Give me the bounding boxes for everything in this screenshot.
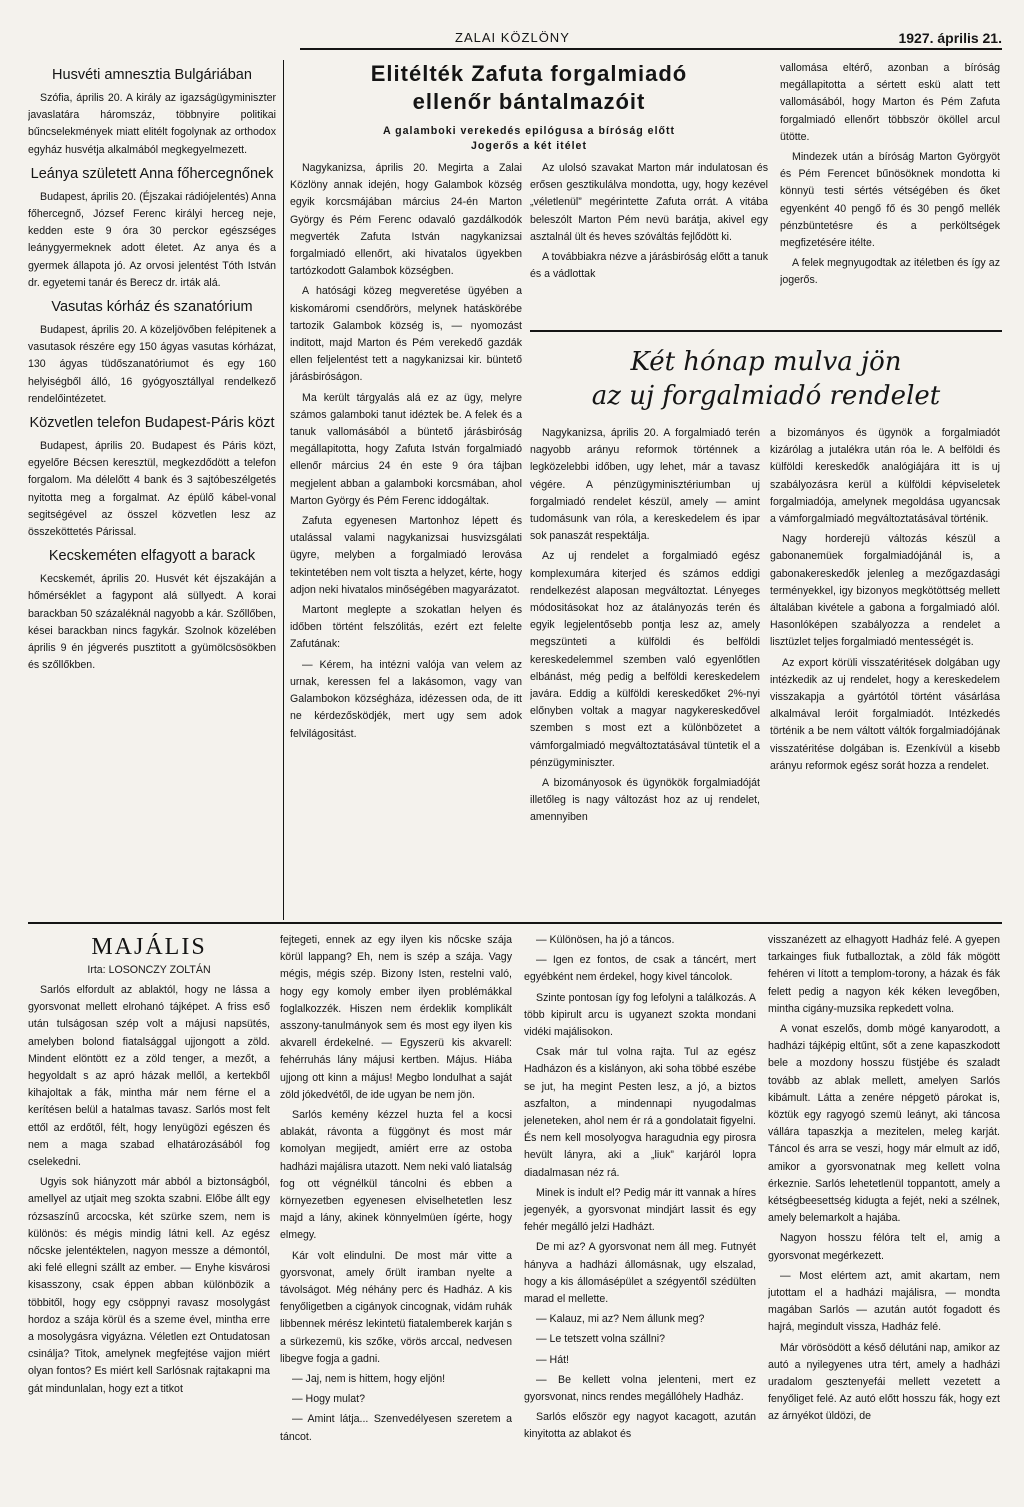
majalis-byline: Irta: LOSONCZY ZOLTÁN <box>87 964 211 976</box>
story-paragraph: — Igen ez fontos, de csak a táncért, mert egyébként nem érdekel, hogy kivel táncolok. <box>524 954 756 984</box>
zafuta-paragraph: Az ulolsó szavakat Marton már indulatosan és erősen gesztikulálva mondotta, ugy, hogy kezével „véletlenül” megérintette Zafuta orrát. A vitába beleszólt Marton Pém nevü barátja, akivel egy asztalnál ült és heves szóváltás fejlődött ki. <box>530 162 768 243</box>
column-divider <box>283 60 284 920</box>
story-paragraph: — Most elértem azt, amit akartam, nem jutottam el a hadházi majálisra, — mondta magában Sarlós — azután autót fogadott és hajrá, megindult vissza, Hadház felé. <box>768 1269 1000 1334</box>
story-paragraph: — Kalauz, mi az? Nem állunk meg? <box>536 1313 705 1326</box>
headline-hospital: Vasutas kórház és szanatórium <box>51 299 253 316</box>
zafuta-paragraph: — Kérem, ha intézni valója van velem az urnak, keressen fel a lakásomon, vagy van Galambokon községháza, idézessen oda, de itt ne kérdezősködjék, mert ugy sem adok felvilágositást. <box>290 658 522 740</box>
story-paragraph: Kár volt elindulni. De most már vitte a gyorsvonat, amely őrült iramban nyelte a távolságot. Még néhány perc és Hadház. A kis fenyőligetben a cigányok cincognak, vidám ruhák libbennek mérész lekintetü fiatalemberek karján s a sürkezemü, kis szőke, vörös arccal, nedvesen libegve fogja a gadni. <box>280 1249 512 1365</box>
headline-amnesty: Husvéti amnesztia Bulgáriában <box>52 67 252 83</box>
zafuta-headline-block <box>290 60 768 160</box>
masthead-rule <box>300 48 1002 50</box>
section-divider <box>530 330 1002 332</box>
zafuta-paragraph: Martont meglepte a szokatlan helyen és időben történt felszólitás, ezért ezt felelte Zafutának: <box>290 604 522 651</box>
story-paragraph: — Be kellett volna jelenteni, mert ez gyorsvonat, nincs rendes megállóhely Hadház. <box>524 1373 756 1404</box>
zafuta-paragraph: Mindezek után a bíróság Marton Györgyöt és Pém Ferencet bűnösöknek mondotta ki könnyü testi sértés vétségében és őket egyenként 40 pengő fő és 30 pengő mellék pénzbüntetésre és a perköltségek megfizetésére itélte. <box>780 151 1000 250</box>
story-paragraph: — Hogy mulat? <box>292 1393 366 1406</box>
story-paragraph: Csak már tul volna rajta. Tul az egész Hadházon és a kislányon, aki soha többé eszébe se jut, ha megint Pesten lesz, a jó, a biztos aszfalton, a mindennapi nyugodalmas jeleneteken, ahol nem ér rá a gondolatait figyelni. És nem kell mosolyogva haragudnia egy pirosra hevült lányra, aki a „liuk” karjáról lopra diadalmasan néz rá. <box>524 1046 756 1179</box>
rendelet-paragraph: Nagykanizsa, április 20. A forgalmiadó terén nagyobb arányu reformok történnek a legközelebbi időben, ugy lehet, már a tavasz végére. A pénzügyminisztériumban uj forgalmiadó rendelet készül, amely — amint tudomásunk van róla, a kereskedelem és ipar sok panaszát respektálja. <box>530 427 760 543</box>
story-paragraph: Nagyon hosszu félóra telt el, amig a gyorsvonat megérkezett. <box>768 1232 1000 1262</box>
article-hospital: Budapest, április 20. A közeljövőben felépitenek a vasutasok részére egy 150 ágyas vasutas kórházat, 130 ágyas tüdőszanatóriumot és egy 160 helyiségből álló, 16 gyógyosztállyal rendelkező rendelőintézetet. <box>28 324 276 405</box>
story-paragraph: A vonat eszelős, domb mögé kanyarodott, a hadházi tájképig eltűnt, sőt a zene kapaszkodott bele a mozdony hosszu füstjébe és szaladt tovább az ablak mellett, amelyen Sarlós kibámult. Látta a zenére népgetö párokat is, köztük egy ragyogó szemü leányt, aki táncosa vállára tapaszkja a mezitelen, meleg karját. Táncol és arra se veszi, hogy már elmult az idő, amikor a gyorsvonatnak meg kellett volna érkeznie. Sarlós lehetetlenül toppantott, amely a kétségbeesettség kidugta a fejét, neki a szélnek, amely belemarkolt a hajába. <box>768 1023 1000 1225</box>
zafuta-column-1 <box>290 160 522 920</box>
feuilleton-rule <box>28 922 1002 924</box>
majalis-column-1 <box>28 932 270 1497</box>
majalis-column-2 <box>280 932 512 1497</box>
rendelet-paragraph: Az uj rendelet a forgalmiadó egész komplexumára kiterjed és számos eddigi rendelkezést alaposan megváltoztat. Lényeges módositásokat hoz az átalányozás terén és egyik legjelentősebb pontja lesz az, amely megszünteti a külföldi és belföldi kereskedelemmel szemben való egyenlőtlen elbánást, még pedig a belföldi kereskedelem javára. Eddig a külföldi kereskedőket 2%-nyi előnyben voltak a magyar nagykereskedővel szemben s most ezt a különbözetet a vámforgalmiadó megváltoztatásával tüntetik el a pénzügyminiszter. <box>530 550 760 769</box>
issue-date: 1927. április 21. <box>898 30 1002 46</box>
majalis-title: MAJÁLIS <box>91 934 207 960</box>
story-paragraph: — Le tetszett volna szállni? <box>536 1333 665 1346</box>
zafuta-subtitle-2: Jogerős a két itélet <box>471 140 587 152</box>
zafuta-paragraph: vallomása eltérő, azonban a bíróság megállapitotta a sértett eskü alatt tett vallomásából, hogy Marton és Pém Zafuta forgalmiadó ellenőrt többször ököllel arcul ütötte. <box>780 62 1000 143</box>
rendelet-paragraph: Az export körüli visszatéritések dolgában ugy intézkedik az uj rendelet, hogy a kereskedelem visszakapja a gyártótól történt vásárlása alkalmával leróit forgalmiadót. Intézkedés történik a be nem váltott váltók forgalmiadójának visszatéritése dolgában is. Ezenkívül a kisebb arányu reformok egész sorát hozza a rendelet. <box>770 656 1000 772</box>
story-paragraph: — Különösen, ha jó a táncos. <box>536 934 675 946</box>
masthead <box>0 30 1024 52</box>
article-anna: Budapest, április 20. (Éjszakai rádiójelentés) Anna főhercegnő, József Ferenc királyi herceg neje, kedden este 9 óra 30 perckor egészséges leánygyermeknek adott életet. Az anya és a gyermek állapota jó. Az orvosi jelentést Tóth István dr. egyetemi tanár és Berecz dr. irták alá. <box>28 190 276 289</box>
zafuta-paragraph: Nagykanizsa, április 20. Megirta a Zalai Közlöny annak idején, hogy Galambok község egyik korcsmájában március 24-én Marton György és Pém Ferenc odavaló gazdálkodók megverték Zafuta István nagykanizsai forgalmiadó ellenőrt, aki hivatalos ügyekben tartózkodott Galambok községben. <box>290 162 522 278</box>
story-paragraph: Ugyis sok hiányzott már abból a biztonságból, amellyel az utjait meg szokta szabni. Előbe állt egy rózsaszínű arcocska, két szürke szem, nem is különös: és mégis mindig látni kell. Az egész nőcske jelentéktelen, nagyon messze a démontól, aki felé ellegni szállt az ember. — Enyhe kisvárosi kisasszony, csak éppen abban különbözik a többitől, hogy egy csöppnyi ravasz mosolygást hordoz a szája körül és a szeme ével, mintha erre a mosolygásra vigyázna. Véletlen ezt Ontudatosan csinálja? Titok, amelynek megfejtése vajjon miért olyan fontos? Es miért kell Sarlósnak rajtakapni ma gát mindunlalan, hogy ezt a titkot <box>28 1176 270 1395</box>
newspaper-name: ZALAI KÖZLÖNY <box>455 30 570 45</box>
zafuta-paragraph: Zafuta egyenesen Martonhoz lépett és utalással valami nagykanizsai husvizsgálati ügyre, melyben a forgalmiadó lerovása tekintetében nem volt tiszta a helyzet, kérte, hogy adjon neki hivatalos minőségében magyarázatot. <box>290 515 522 596</box>
headline-anna: Leánya született Anna főhercegnőnek <box>30 165 274 182</box>
zafuta-subtitle: A galamboki verekedés epilógusa a bíróság előtt <box>382 125 676 137</box>
story-paragraph: — Jaj, nem is hittem, hogy eljön! <box>292 1373 446 1386</box>
headline-telephone: Közvetlen telefon Budapest-Páris közt <box>29 415 275 432</box>
rendelet-paragraph: Nagy horderejü változás készül a gabonanemüek forgalmiadójánál is, a gabonakereskedők jelenleg a mezőgazdasági terményekkel, igy bizonyos megkötöttség mellett általában kivétele a gabona a forgalmiadó alól. Hasonlóképen szabályozza a rendelet a lisztüzlet teljes forgalmiadó mentességét is. <box>770 533 1000 649</box>
headline-apricot: Kecskeméten elfagyott a barack <box>48 548 256 565</box>
rendelet-column-1 <box>530 425 760 920</box>
story-paragraph: Sarlós kemény kézzel huzta fel a kocsi ablakát, rávonta a függönyt és most már komolyan megijedt, amiért erre az ostoba hadházi majálisra utazott. Nem neki való liatalság fog ott végnélkül táncolni és ebben a környezetben egyenesen elviselhetetlen lesz majd a lány, akinek könnyelmüen ígérte, hogy elmegy. <box>280 1109 512 1242</box>
zafuta-paragraph: A hatósági közeg megveretése ügyében a kiskomáromi csendőrörs, melynek hatáskörébe tartozik Galambok község is, — nyomozást inditott, majd Marton és Pém verekedő gazdák ellen feljelentést tett a nagykanizsai kir. büntető járásbiróságon. <box>290 285 522 384</box>
zafuta-paragraph: A továbbiakra nézve a járásbiróság előtt a tanuk és a vádlottak <box>530 251 768 281</box>
zafuta-column-2 <box>530 160 768 310</box>
rendelet-paragraph: A bizományosok és ügynökök forgalmiadóját illetőleg is nagy változást hoz az uj rendelet, amennyiben <box>530 777 760 824</box>
story-paragraph: Sarlós először egy nagyot kacagott, azután kinyitotta az ablakot és <box>524 1411 756 1441</box>
article-telephone: Budapest, április 20. Budapest és Páris közt, egyelőre Bécsen keresztül, megkezdődött a telefon forgalom. Ma délelőtt 4 bank és 3 sajtóbeszélgetés nyitotta meg a forgalmat. Az épülő kábel-vonal segitségével az összel közvetlen lesz az összeköttetés Párissal. <box>28 440 276 539</box>
story-paragraph: — Hát! <box>536 1353 569 1366</box>
story-paragraph: Szinte pontosan így fog lefolyni a találkozás. A több kipirult arcu is ugyanezt szokta mondani vidéki majálisokon. <box>524 991 756 1039</box>
zafuta-paragraph: A felek megnyugodtak az itéletben és így az jogerős. <box>780 257 1000 287</box>
rendelet-title-line1: Két hónap mulva jön <box>630 347 902 377</box>
zafuta-continuation <box>780 60 1000 322</box>
zafuta-title-line2: ellenőr bántalmazóit <box>412 89 646 114</box>
story-paragraph: fejtegeti, ennek az egy ilyen kis nőcske szája körül lappang? Eh, nem is szép a szája. Vagy mégis, mégis szép. Bizony Isten, restelni való, hogy egy komoly ember ilyen problémákkal foglalkozzék. Hiszen nem érdeklik komplikált asszony-tanulmányok sem és most egy ilyen kis akvarell érdekelné. — Egyszerü kis akvarell: fehérruhás lány májusi kertben. Május. Hiába ujjong ott kinn a május! Megbo londulhat a saját zöld jókedvétől, de ide ugyan be nem jön. <box>280 934 512 1101</box>
rendelet-title-line2: az uj forgalmiadó rendelet <box>591 381 941 411</box>
majalis-column-3 <box>524 932 756 1497</box>
rendelet-headline-block <box>530 345 1002 421</box>
zafuta-paragraph: Ma került tárgyalás alá ez az ügy, melyre számos galamboki tanut idéztek be. A felek és a tanuk vallomásából a büntető járásbiróság megállapitotta, hogy Zafuta István forgalmiadó ellenőr március 24 én este 9 óra tájban megjelent abban a galamboki korcsmában, ahol Marton György és Pém Ferenc iddogáltak. <box>290 391 522 507</box>
rendelet-paragraph: a bizományos és ügynök a forgalmiadót kizárólag a jutalékra után róa le. A belföldi és külföldi kereskedők analógiájára itt is uj szabályozásra kerül a külföldi képviseletek forgalmiadója, amelynek megoldása ugyancsak a vámforgalmiadó megváltoztatásával történik. <box>770 427 1000 526</box>
rendelet-column-2 <box>770 425 1000 920</box>
majalis-column-4 <box>768 932 1000 1497</box>
story-paragraph: De mi az? A gyorsvonat nem áll meg. Futnyét hányva a hadházi állomásnak, ugy elszalad, hogy a kis állomásépület a szégyentől szédülten marad el mellette. <box>524 1241 756 1306</box>
zafuta-title-line1: Elitélték Zafuta forgalmiadó <box>370 61 688 86</box>
news-column <box>28 60 276 920</box>
article-apricot: Kecskemét, április 20. Husvét két éjszakáján a hőmérséklet a fagypont alá süllyedt. A korai barackban 50 százaléknál nagyobb a kár. Szőllőben, kései barackban nincs fagykár. Szolnok közelében április 9 én jégverés pusztitott a gyümölcsösökben és szőllőkben. <box>28 573 276 672</box>
story-paragraph: Minek is indult el? Pedig már itt vannak a híres jegenyék, a gyorsvonat mindjárt lassit és egy fehér megálló jelzi Hadházt. <box>524 1186 756 1234</box>
article-amnesty: Szófia, április 20. A király az igazságügyminiszter javaslatára háromszáz, többnyire politikai bűncselekmények miatt elitélt fogolynak az orthodox egyház husvétja alkalmából megkegyelmezett. <box>28 92 276 156</box>
story-paragraph: Sarlós elfordult az ablaktól, hogy ne lássa a gyorsvonat mellett elrohanó tájképet. A friss eső után tulságosan szép volt a májusi napsütés, amelyben bolond fiatalsággal ujjongott a zöld. Mindent elöntött ez a zöld tenger, a mezőt, a hegyoldalt s az apró házak mellől, a kertekből kihajoltak a fák, mintha már nem férne el a kerítésen belül a hatalmas tavasz. Sarlós most felt ettől az erdőtől, félt, hogy lenyügözi egészen és nem a maga szabad elhatározásából fog cselekedni. <box>28 984 270 1169</box>
story-paragraph: visszanézett az elhagyott Hadház felé. A gyepen tarkainges fiuk futballoztak, a zöld fák mögött fehéren vi lított a templom-torony, a házak és fák felett pedig a nagyon kék kéken levegőben, mintha cigány-muzsika repkedett volna. <box>768 934 1000 1015</box>
story-paragraph: Már vörösödött a késő délutáni nap, amikor az autó a nyilegyenes utra tért, amely a hadházi uradalom gesztenyefái mellett vezetett a fenyőliget felé. Az autó előtt hosszu fák, hogy ezt az árnyékot üldözi, de <box>768 1341 1000 1423</box>
story-paragraph: — Amint látja... Szenvedélyesen szeretem a táncot. <box>280 1413 512 1443</box>
